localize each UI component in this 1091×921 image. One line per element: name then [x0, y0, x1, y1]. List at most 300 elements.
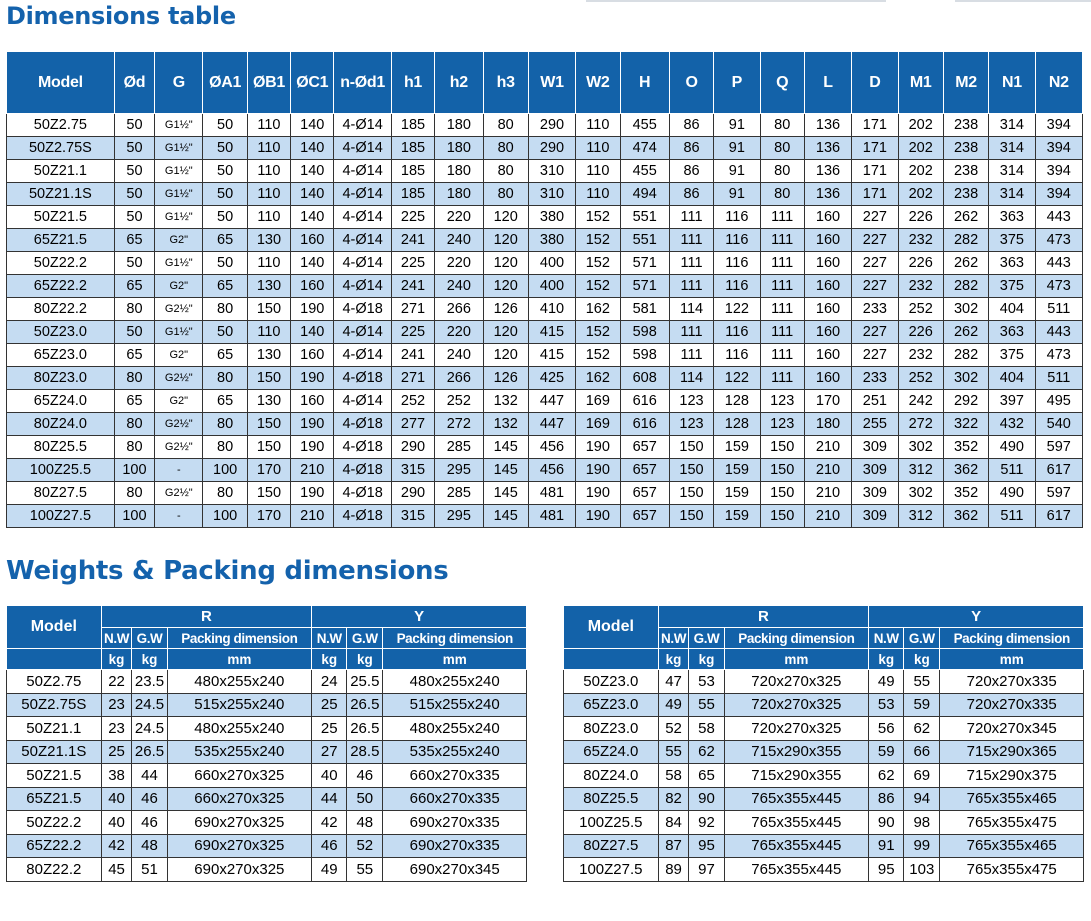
table-row: [7, 137, 1083, 160]
table-cell: 50: [203, 160, 247, 183]
table-cell: 375: [989, 229, 1035, 252]
table-cell: 394: [1035, 114, 1082, 137]
table-cell: 190: [576, 505, 620, 528]
table-cell: 169: [576, 413, 620, 436]
table-cell: 202: [898, 137, 943, 160]
kg-unit: kg: [658, 649, 689, 670]
table-cell: 145: [483, 459, 528, 482]
table-cell: 720x270x345: [940, 717, 1084, 741]
table-cell: 4-Ø14: [334, 229, 391, 252]
table-cell: 715x290x375: [940, 764, 1084, 788]
table-cell: 456: [528, 459, 575, 482]
table-cell: 404: [989, 367, 1035, 390]
model-cell: 65Z23.0: [564, 693, 659, 717]
table-cell: 443: [1035, 206, 1082, 229]
table-cell: 80: [203, 436, 247, 459]
table-cell: 24: [312, 670, 347, 694]
table-cell: 84: [658, 811, 689, 835]
model-cell: 80Z22.2: [7, 858, 102, 882]
table-cell: 226: [898, 252, 943, 275]
table-cell: 65: [114, 229, 154, 252]
kg-unit: kg: [132, 649, 167, 670]
table-cell: 140: [291, 114, 334, 137]
table-cell: 150: [760, 459, 804, 482]
table-cell: 290: [391, 482, 434, 505]
table-row: [564, 670, 1084, 694]
table-cell: 302: [943, 298, 988, 321]
model-cell: 80Z27.5: [7, 482, 115, 505]
table-cell: -: [155, 505, 203, 528]
table-cell: 94: [904, 787, 940, 811]
table-cell: 160: [804, 275, 851, 298]
column-header: D: [852, 52, 898, 114]
column-header: M1: [898, 52, 943, 114]
table-cell: 4-Ø14: [334, 114, 391, 137]
table-cell: 4-Ø18: [334, 482, 391, 505]
packing-header: Packing dimension: [940, 628, 1084, 649]
table-cell: 91: [869, 834, 904, 858]
table-cell: 50: [203, 114, 247, 137]
table-cell: 80: [203, 482, 247, 505]
table-cell: 302: [898, 436, 943, 459]
unit-spacer: [564, 649, 659, 670]
table-cell: 123: [669, 390, 713, 413]
table-cell: 110: [576, 183, 620, 206]
column-header: W1: [528, 52, 575, 114]
table-cell: 46: [132, 787, 167, 811]
table-cell: 432: [989, 413, 1035, 436]
table-row: [564, 858, 1084, 882]
table-cell: 25: [101, 740, 132, 764]
table-cell: 272: [898, 413, 943, 436]
table-cell: 120: [483, 275, 528, 298]
kg-unit: kg: [904, 649, 940, 670]
table-cell: 80: [760, 183, 804, 206]
table-cell: 480x255x240: [383, 670, 527, 694]
table-cell: G1½": [155, 137, 203, 160]
table-cell: 49: [312, 858, 347, 882]
table-cell: 47: [658, 670, 689, 694]
table-cell: 110: [247, 183, 290, 206]
table-cell: 111: [669, 206, 713, 229]
table-cell: 295: [435, 459, 483, 482]
table-cell: 55: [658, 740, 689, 764]
table-cell: 169: [576, 390, 620, 413]
table-cell: 116: [714, 321, 760, 344]
table-cell: 100: [114, 505, 154, 528]
column-header: H: [620, 52, 669, 114]
table-cell: 233: [852, 298, 898, 321]
table-cell: 150: [669, 436, 713, 459]
table-cell: 69: [904, 764, 940, 788]
table-cell: 40: [101, 811, 132, 835]
table-cell: 443: [1035, 321, 1082, 344]
table-cell: 690x270x325: [167, 858, 312, 882]
table-cell: 4-Ø14: [334, 206, 391, 229]
table-cell: 720x270x325: [724, 693, 869, 717]
table-row: [564, 717, 1084, 741]
table-cell: 99: [904, 834, 940, 858]
table-cell: 581: [620, 298, 669, 321]
table-cell: 159: [714, 436, 760, 459]
table-cell: 4-Ø18: [334, 298, 391, 321]
column-header: M2: [943, 52, 988, 114]
table-cell: 40: [101, 787, 132, 811]
table-cell: 715x290x355: [724, 740, 869, 764]
table-cell: 220: [435, 321, 483, 344]
table-cell: 80: [483, 183, 528, 206]
table-cell: 86: [669, 137, 713, 160]
table-cell: 210: [804, 482, 851, 505]
model-cell: 80Z27.5: [564, 834, 659, 858]
table-cell: 238: [943, 114, 988, 137]
table-cell: 24.5: [132, 693, 167, 717]
table-row: [7, 717, 527, 741]
group-y-header: Y: [312, 606, 527, 628]
table-cell: 22: [101, 670, 132, 694]
table-cell: 116: [714, 252, 760, 275]
mm-unit: mm: [940, 649, 1084, 670]
table-cell: 352: [943, 436, 988, 459]
table-cell: 352: [943, 482, 988, 505]
table-cell: 65: [114, 390, 154, 413]
table-cell: 226: [898, 206, 943, 229]
table-cell: 480x255x240: [167, 717, 312, 741]
table-cell: 145: [483, 505, 528, 528]
table-cell: 80: [483, 137, 528, 160]
model-cell: 50Z21.1: [7, 160, 115, 183]
model-cell: 80Z24.0: [564, 764, 659, 788]
kg-unit: kg: [869, 649, 904, 670]
table-cell: 765x355x475: [940, 811, 1084, 835]
table-cell: 690x270x335: [383, 811, 527, 835]
table-cell: 110: [576, 114, 620, 137]
table-cell: 473: [1035, 275, 1082, 298]
table-cell: 150: [247, 436, 290, 459]
table-cell: 160: [804, 298, 851, 321]
table-cell: 598: [620, 344, 669, 367]
table-cell: 80: [203, 298, 247, 321]
model-cell: 50Z2.75S: [7, 693, 102, 717]
table-cell: 226: [898, 321, 943, 344]
table-cell: 202: [898, 183, 943, 206]
table-cell: 447: [528, 413, 575, 436]
table-cell: 120: [483, 252, 528, 275]
table-cell: 4-Ø14: [334, 390, 391, 413]
table-cell: 26.5: [347, 693, 383, 717]
table-cell: 55: [689, 693, 724, 717]
dimensions-header-row: [7, 52, 1083, 114]
table-cell: 50: [114, 183, 154, 206]
table-cell: 50: [114, 114, 154, 137]
table-cell: 190: [291, 436, 334, 459]
table-cell: 160: [291, 229, 334, 252]
table-cell: 312: [898, 505, 943, 528]
table-cell: 62: [869, 764, 904, 788]
kg-unit: kg: [101, 649, 132, 670]
column-header: Model: [7, 52, 115, 114]
table-row: [564, 764, 1084, 788]
table-cell: 394: [1035, 160, 1082, 183]
table-cell: 136: [804, 160, 851, 183]
table-cell: 271: [391, 298, 434, 321]
table-cell: 314: [989, 160, 1035, 183]
model-cell: 65Z22.2: [7, 275, 115, 298]
table-cell: 159: [714, 482, 760, 505]
model-column-header: Model: [7, 606, 102, 649]
table-cell: 171: [852, 160, 898, 183]
table-cell: 312: [898, 459, 943, 482]
group-r-header: R: [658, 606, 869, 628]
table-cell: 170: [247, 505, 290, 528]
group-y-header: Y: [869, 606, 1084, 628]
table-cell: 111: [760, 252, 804, 275]
table-cell: 190: [576, 436, 620, 459]
model-cell: 80Z22.2: [7, 298, 115, 321]
table-cell: 160: [804, 206, 851, 229]
table-cell: 55: [904, 670, 940, 694]
table-cell: 150: [760, 505, 804, 528]
table-cell: 80: [483, 114, 528, 137]
kg-unit: kg: [347, 649, 383, 670]
column-header: P: [714, 52, 760, 114]
table-cell: 252: [435, 390, 483, 413]
table-cell: 511: [1035, 298, 1082, 321]
table-cell: 90: [689, 787, 724, 811]
model-cell: 50Z21.1S: [7, 740, 102, 764]
table-cell: 170: [804, 390, 851, 413]
table-cell: 225: [391, 321, 434, 344]
table-row: [7, 413, 1083, 436]
table-cell: 62: [904, 717, 940, 741]
table-cell: 225: [391, 252, 434, 275]
table-cell: 394: [1035, 183, 1082, 206]
table-cell: 720x270x335: [940, 670, 1084, 694]
gw-header: G.W: [689, 628, 724, 649]
table-row: [564, 740, 1084, 764]
table-cell: 262: [943, 321, 988, 344]
table-cell: 111: [760, 229, 804, 252]
table-cell: 91: [714, 160, 760, 183]
column-header: Q: [760, 52, 804, 114]
table-cell: 114: [669, 367, 713, 390]
table-cell: 285: [435, 482, 483, 505]
column-header: ØA1: [203, 52, 247, 114]
table-cell: 765x355x445: [724, 858, 869, 882]
model-cell: 50Z23.0: [7, 321, 115, 344]
dimensions-body: [7, 114, 1083, 528]
table-cell: 380: [528, 206, 575, 229]
table-cell: 309: [852, 436, 898, 459]
group-r-header: R: [101, 606, 312, 628]
table-cell: 4-Ø18: [334, 459, 391, 482]
table-cell: 210: [804, 505, 851, 528]
table-row: [7, 764, 527, 788]
model-cell: 65Z22.2: [7, 834, 102, 858]
gw-header: G.W: [132, 628, 167, 649]
table-cell: -: [155, 459, 203, 482]
table-cell: 23: [101, 693, 132, 717]
table-cell: 25: [312, 717, 347, 741]
table-cell: 397: [989, 390, 1035, 413]
table-cell: 571: [620, 275, 669, 298]
table-cell: 80: [203, 367, 247, 390]
model-cell: 50Z21.1S: [7, 183, 115, 206]
mm-unit: mm: [383, 649, 527, 670]
table-cell: 50: [203, 206, 247, 229]
table-row: [7, 344, 1083, 367]
table-cell: 232: [898, 344, 943, 367]
table-row: [7, 693, 527, 717]
table-cell: 62: [689, 740, 724, 764]
top-divider-right: [955, 0, 1091, 2]
table-cell: 80: [114, 482, 154, 505]
table-cell: 111: [760, 367, 804, 390]
table-cell: 227: [852, 252, 898, 275]
table-row: [7, 811, 527, 835]
table-cell: 82: [658, 787, 689, 811]
table-cell: 160: [804, 344, 851, 367]
gw-header: G.W: [347, 628, 383, 649]
table-cell: 4-Ø14: [334, 321, 391, 344]
table-cell: 473: [1035, 229, 1082, 252]
table-cell: 80: [203, 413, 247, 436]
table-cell: 490: [989, 436, 1035, 459]
table-cell: 50: [203, 183, 247, 206]
table-cell: G1½": [155, 252, 203, 275]
table-cell: 272: [435, 413, 483, 436]
table-cell: 110: [247, 160, 290, 183]
table-cell: 210: [291, 505, 334, 528]
column-header: ØB1: [247, 52, 290, 114]
table-cell: 690x270x325: [167, 811, 312, 835]
table-row: [7, 114, 1083, 137]
table-cell: 122: [714, 298, 760, 321]
table-cell: 241: [391, 229, 434, 252]
table-cell: 616: [620, 390, 669, 413]
table-cell: 4-Ø18: [334, 436, 391, 459]
table-cell: 150: [760, 436, 804, 459]
table-row: [7, 367, 1083, 390]
packing-header: Packing dimension: [167, 628, 312, 649]
table-cell: 152: [576, 229, 620, 252]
table-cell: 45: [101, 858, 132, 882]
table-cell: 126: [483, 298, 528, 321]
table-cell: 110: [247, 321, 290, 344]
table-cell: 608: [620, 367, 669, 390]
table-row: [7, 436, 1083, 459]
table-cell: 511: [989, 505, 1035, 528]
weights-table-left: [6, 605, 527, 882]
table-cell: 290: [528, 114, 575, 137]
table-cell: 227: [852, 206, 898, 229]
table-cell: 59: [869, 740, 904, 764]
model-cell: 50Z21.5: [7, 206, 115, 229]
table-cell: 132: [483, 413, 528, 436]
table-cell: 114: [669, 298, 713, 321]
table-cell: G1½": [155, 183, 203, 206]
table-cell: 660x270x335: [383, 764, 527, 788]
packing-header: Packing dimension: [724, 628, 869, 649]
table-cell: 86: [669, 114, 713, 137]
table-cell: 159: [714, 459, 760, 482]
table-cell: 150: [247, 413, 290, 436]
table-cell: G2½": [155, 482, 203, 505]
table-cell: 120: [483, 229, 528, 252]
column-header: ØC1: [291, 52, 334, 114]
table-cell: 80: [760, 114, 804, 137]
table-row: [7, 229, 1083, 252]
table-cell: 540: [1035, 413, 1082, 436]
table-cell: G2½": [155, 367, 203, 390]
table-cell: 190: [291, 298, 334, 321]
table-cell: 53: [869, 693, 904, 717]
weights-title: Weights & Packing dimensions: [6, 556, 449, 586]
table-cell: 765x355x465: [940, 787, 1084, 811]
table-cell: 185: [391, 183, 434, 206]
table-cell: 617: [1035, 459, 1082, 482]
table-cell: 152: [576, 252, 620, 275]
table-cell: 715x290x355: [724, 764, 869, 788]
table-cell: 111: [669, 229, 713, 252]
table-cell: 185: [391, 160, 434, 183]
table-cell: 4-Ø14: [334, 160, 391, 183]
table-cell: 4-Ø18: [334, 505, 391, 528]
model-cell: 65Z24.0: [7, 390, 115, 413]
column-header: N1: [989, 52, 1035, 114]
table-cell: 150: [669, 459, 713, 482]
table-cell: 495: [1035, 390, 1082, 413]
table-cell: 136: [804, 114, 851, 137]
table-cell: 27: [312, 740, 347, 764]
table-cell: G2": [155, 344, 203, 367]
table-cell: 80: [114, 367, 154, 390]
table-cell: 97: [689, 858, 724, 882]
kg-unit: kg: [689, 649, 724, 670]
table-cell: 52: [658, 717, 689, 741]
gw-header: G.W: [904, 628, 940, 649]
table-cell: 25: [312, 693, 347, 717]
table-cell: 240: [435, 344, 483, 367]
table-cell: 310: [528, 183, 575, 206]
table-cell: 290: [528, 137, 575, 160]
table-cell: 123: [760, 390, 804, 413]
table-cell: 89: [658, 858, 689, 882]
table-cell: 690x270x335: [383, 834, 527, 858]
table-cell: G1½": [155, 160, 203, 183]
table-cell: 515x255x240: [383, 693, 527, 717]
table-cell: 65: [203, 275, 247, 298]
table-cell: 210: [291, 459, 334, 482]
table-cell: 49: [869, 670, 904, 694]
table-cell: 410: [528, 298, 575, 321]
table-cell: 660x270x325: [167, 764, 312, 788]
nw-header: N.W: [658, 628, 689, 649]
table-cell: 255: [852, 413, 898, 436]
table-cell: 515x255x240: [167, 693, 312, 717]
table-row: [564, 834, 1084, 858]
column-header: G: [155, 52, 203, 114]
table-cell: 473: [1035, 344, 1082, 367]
table-cell: 150: [669, 505, 713, 528]
table-cell: 720x270x325: [724, 670, 869, 694]
table-cell: 765x355x445: [724, 811, 869, 835]
dimensions-table: [6, 51, 1083, 528]
nw-header: N.W: [101, 628, 132, 649]
model-cell: 100Z25.5: [7, 459, 115, 482]
table-cell: 415: [528, 321, 575, 344]
table-cell: 494: [620, 183, 669, 206]
